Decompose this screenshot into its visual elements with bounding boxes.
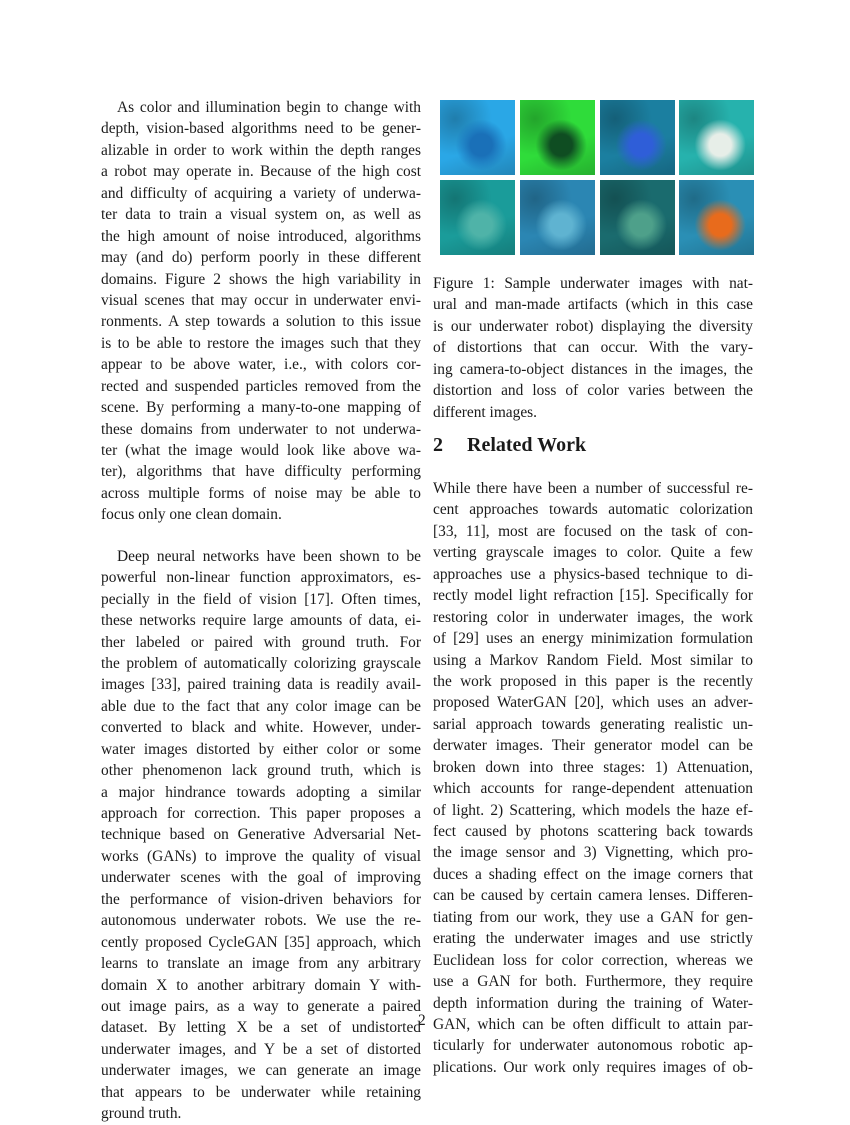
text-line: [33, 11], most are focused on the task of con-	[433, 522, 753, 540]
text-line: autonomous underwater robots. We use the re-	[101, 912, 421, 930]
text-line: and difficulty of acquiring a variety of underwa-	[101, 184, 421, 202]
text-line: other phenomenon lack ground truth, which is	[101, 762, 421, 780]
text-line: of [29] uses an energy minimization formulation	[433, 630, 753, 648]
text-line: is to be able to restore the images such that they	[101, 334, 421, 352]
text-line: As color and illumination begin to change with	[117, 99, 421, 116]
text-line: learns to translate an image from any arbitrary	[101, 955, 421, 973]
text-line: verting grayscale images to color. Quite a few	[433, 544, 753, 562]
text-line: may (and do) perform poorly in these different	[101, 249, 421, 267]
figure-image	[600, 180, 675, 255]
caption-line: ing camera-to-object distances in the images, the	[433, 360, 753, 378]
text-line: sarial approach towards generating realistic un-	[433, 715, 753, 733]
text-line: depth information during the training of Water-	[433, 994, 753, 1012]
text-line: visual scenes that may occur in underwater envi-	[101, 291, 421, 309]
text-line: alizable in order to work within the depth ranges	[101, 141, 421, 159]
text-line: erating the underwater images and use strictly	[433, 930, 753, 948]
text-line: images [33], paired training data is readily avail-	[101, 676, 421, 694]
left-column	[101, 97, 421, 1125]
text-line: scene. By performing a many-to-one mapping of	[101, 399, 421, 417]
text-line: water images distorted by either color or some	[101, 740, 421, 758]
text-line: rected and suspended particles removed from the	[101, 377, 421, 395]
section-number: 2	[433, 434, 443, 456]
paragraph-deep-networks	[101, 546, 421, 1125]
text-line: proposed WaterGAN [20], which uses an adver-	[433, 694, 753, 712]
figure-image	[440, 180, 515, 255]
text-line: converted to black and white. However, under-	[101, 719, 421, 737]
text-line: Euclidean loss for color correction, whereas we	[433, 951, 753, 969]
text-line: derwater images. Their generator model can be	[433, 737, 753, 755]
text-line: works (GANs) to improve the quality of visual	[101, 847, 421, 865]
text-line: these domains from underwater to not underwa-	[101, 420, 421, 438]
text-line: focus only one clean domain.	[101, 506, 282, 524]
text-line: duces a shading effect on the image corners that	[433, 865, 753, 883]
caption-line: distortion and loss of color varies between the	[433, 382, 753, 400]
figure-1-image-grid	[440, 100, 755, 256]
text-line: using a Markov Random Field. Most similar to	[433, 651, 753, 669]
text-line: a robot may operate in. Because of the high cost	[101, 163, 421, 181]
text-line: the problem of automatically colorizing grayscale	[101, 654, 421, 672]
text-line: technique based on Generative Adversarial Net-	[101, 826, 421, 844]
figure-image	[520, 180, 595, 255]
caption-line: Figure 1: Sample underwater images with nat-	[433, 275, 753, 292]
text-line: approaches use a physics-based technique to di-	[433, 565, 753, 583]
figure-image	[679, 180, 754, 255]
text-line: the work proposed in this paper is the recently	[433, 672, 753, 690]
text-line: ther labeled or paired with ground truth. For	[101, 633, 421, 651]
text-line: cent approaches towards automatic colorization	[433, 501, 753, 519]
text-line: appear to be above water, i.e., with colors cor-	[101, 356, 421, 374]
text-line: depth, vision-based algorithms need to be gener-	[101, 120, 421, 138]
text-line: Deep neural networks have been shown to be	[117, 547, 421, 565]
section-heading	[433, 432, 586, 458]
text-line: approach for correction. This paper proposes a	[101, 805, 421, 822]
figure-1-caption	[433, 273, 753, 423]
text-line: underwater scenes with the goal of improving	[101, 869, 421, 887]
figure-image	[440, 100, 515, 175]
figure-image	[679, 100, 754, 175]
text-line: plications. Our work only requires images of ob-	[433, 1058, 753, 1076]
text-line: of light. 2) Scattering, which models the haze ef-	[433, 801, 753, 819]
text-line: rectly model light refraction [15]. Specifically for	[433, 587, 753, 605]
text-line: across multiple forms of noise may be able to	[101, 484, 421, 502]
text-line: ter), algorithms that have difficulty performing	[101, 463, 421, 481]
text-line: ronments. A step towards a solution to this issue	[101, 313, 421, 331]
text-line: ter data to train a visual system on, as well as	[101, 206, 421, 224]
text-line: dataset. By letting X be a set of undistorted	[101, 1019, 421, 1037]
text-line: ticularly for underwater autonomous robotic ap-	[433, 1037, 753, 1055]
text-line: which accounts for range-dependent attenuation	[433, 780, 753, 798]
paragraph-intro-depth	[101, 97, 421, 526]
text-line: tiating from our work, they use a GAN for gen-	[433, 908, 753, 926]
text-line: pecially in the field of vision [17]. Often times,	[101, 590, 421, 608]
text-line: underwater images, and Y be a set of distorted	[101, 1040, 421, 1058]
text-line: ground truth.	[101, 1105, 182, 1123]
caption-line: different images.	[433, 403, 537, 421]
text-line: can be caused by certain camera lenses. Differen-	[433, 887, 753, 905]
text-line: domains. Figure 2 shows the high variability in	[101, 270, 421, 288]
text-line: While there have been a number of successful re-	[433, 480, 753, 497]
text-line: the high amount of noise introduced, algorithms	[101, 227, 421, 245]
page-number: 2	[418, 1012, 426, 1029]
text-line: powerful non-linear function approximators, es-	[101, 569, 421, 587]
related-work-body	[433, 478, 753, 1078]
figure-image	[520, 100, 595, 175]
text-line: use a GAN for both. Furthermore, they require	[433, 973, 753, 991]
text-line: GAN, which can be often difficult to attain par-	[433, 1015, 753, 1033]
text-line: fect caused by photons scattering back towards	[433, 823, 753, 840]
caption-line: ural and man-made artifacts (which in this case	[433, 296, 753, 314]
text-line: restoring color in underwater images, the work	[433, 608, 753, 626]
text-line: that appears to be underwater while retaining	[101, 1083, 421, 1101]
caption-line: is our underwater robot) displaying the diversity	[433, 317, 753, 335]
text-line: out image pairs, as a way to generate a paired	[101, 997, 421, 1015]
text-line: the performance of vision-driven behaviors for	[101, 890, 421, 908]
text-line: cently proposed CycleGAN [35] approach, which	[101, 933, 421, 951]
paragraph-gap	[101, 526, 421, 546]
figure-image	[600, 100, 675, 175]
text-line: these networks require large amounts of data, ei-	[101, 612, 421, 630]
text-line: a major hindrance towards adopting a similar	[101, 783, 421, 801]
caption-line: of distortions that can occur. With the vary-	[433, 339, 753, 357]
text-line: able due to the fact that any color image can be	[101, 697, 421, 715]
text-line: underwater images, we can generate an image	[101, 1062, 421, 1080]
text-line: broken down into three stages: 1) Attenuation,	[433, 758, 753, 776]
section-title: Related Work	[467, 434, 587, 456]
text-line: ter (what the image would look like above wa-	[101, 442, 421, 459]
text-line: the image sensor and 3) Vignetting, which pro-	[433, 844, 753, 862]
text-line: domain X to another arbitrary domain Y with-	[101, 976, 421, 994]
